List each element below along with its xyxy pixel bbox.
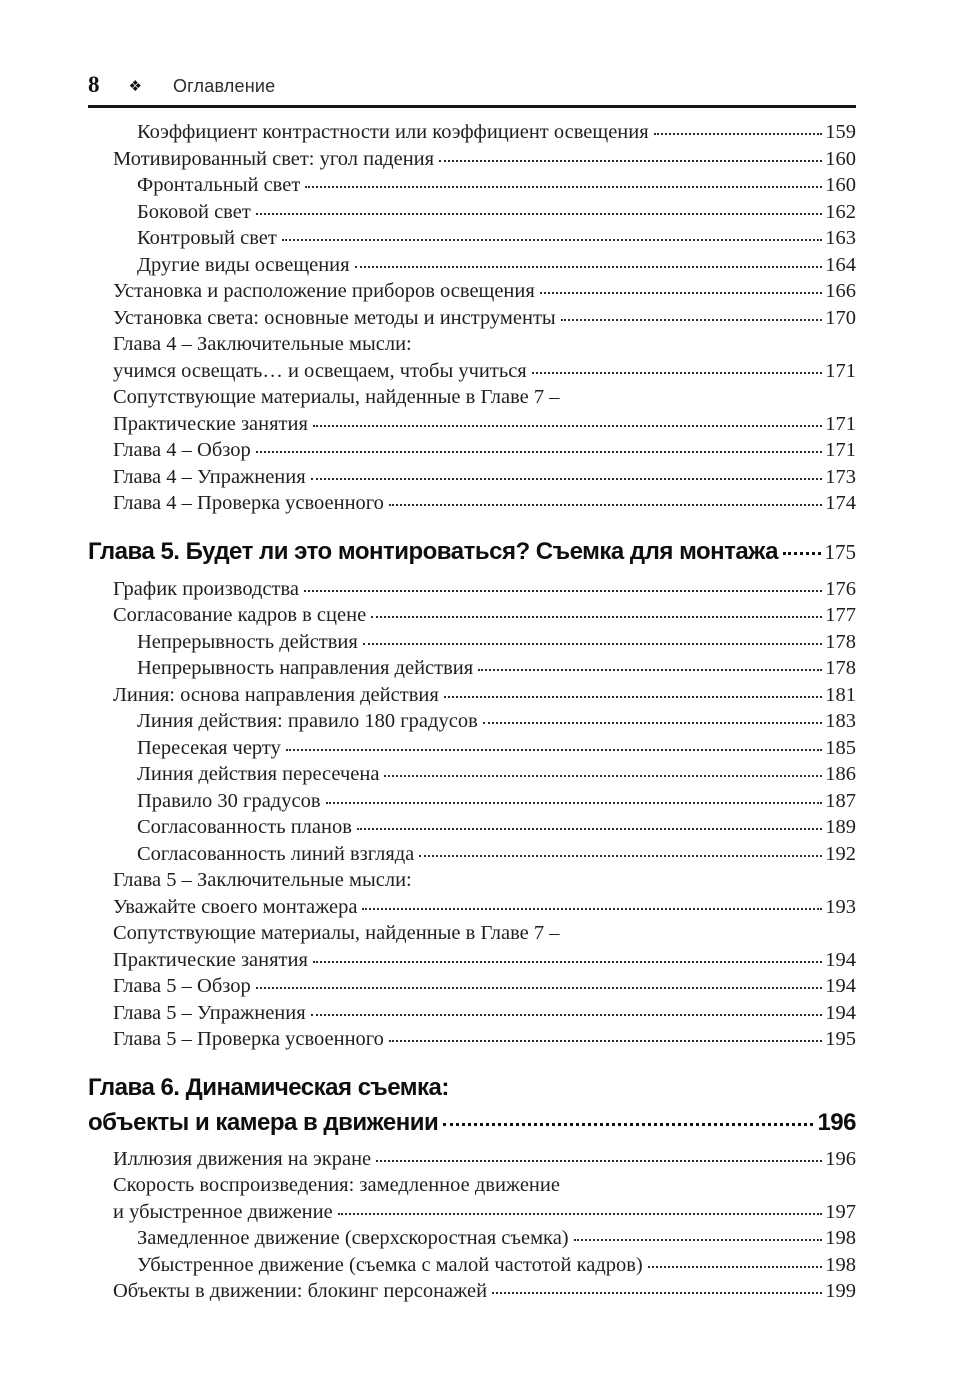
toc-entry-title: Согласованность планов [137, 816, 352, 838]
dot-leader [376, 1160, 822, 1162]
toc-entry-line [88, 331, 856, 358]
toc-entry [88, 437, 856, 464]
dot-leader [311, 1014, 823, 1016]
dot-leader [371, 616, 822, 618]
toc-entry-title: Сопутствующие материалы, найденные в Главе 7 – [113, 922, 560, 944]
toc-chapter-heading [88, 1070, 856, 1140]
toc-entry [88, 629, 856, 656]
toc-entry-title: Линия действия пересечена [137, 763, 380, 785]
page-number: 171 [825, 359, 856, 382]
toc-entry [88, 490, 856, 517]
toc-entry-line [88, 252, 856, 279]
dot-leader [439, 160, 822, 162]
toc-entry [88, 682, 856, 709]
dot-leader [478, 669, 822, 671]
dot-leader [355, 266, 823, 268]
toc-entry-title: Непрерывность действия [137, 630, 358, 653]
dot-leader [561, 319, 823, 321]
dot-leader [286, 749, 822, 751]
toc-entry [88, 973, 856, 1000]
page-number: 189 [825, 816, 856, 838]
page-number: 181 [825, 683, 856, 706]
toc-entry-line [88, 761, 856, 788]
toc-entry-line [88, 920, 856, 947]
page-number: 164 [825, 253, 856, 276]
page-number: 176 [825, 577, 856, 600]
toc-entry-line [88, 1225, 856, 1252]
dot-leader [256, 987, 823, 989]
dot-leader [532, 372, 823, 374]
page-number: 196 [817, 1108, 856, 1136]
toc-entry-title: Глава 5 – Заключительные мысли: [113, 869, 412, 891]
page-number: 173 [825, 465, 856, 488]
page-number: 174 [825, 492, 856, 514]
toc-entry-line [88, 602, 856, 629]
toc-entry [88, 384, 856, 437]
dot-leader [338, 1213, 823, 1215]
page-number: 194 [825, 948, 856, 971]
toc-entry [88, 761, 856, 788]
dot-leader [648, 1266, 822, 1268]
page-number: 196 [825, 1147, 856, 1170]
dot-leader [313, 961, 822, 963]
toc-entry-title: Непрерывность направления действия [137, 657, 474, 679]
page-number: 160 [825, 174, 856, 196]
page-number: 197 [825, 1200, 856, 1223]
toc-entry [88, 146, 856, 173]
toc-entry-title: Согласование кадров в сцене [113, 604, 367, 626]
toc-entry-title: учимся освещать… и освещаем, чтобы учиться [113, 359, 527, 382]
dot-leader [492, 1292, 822, 1294]
dot-leader [282, 239, 822, 241]
page-number: 159 [825, 121, 856, 143]
toc-entry-title: Глава 4 – Заключительные мысли: [113, 333, 412, 355]
table-of-contents [88, 119, 856, 1305]
toc-entry-line [88, 1000, 856, 1027]
dot-leader [384, 775, 822, 777]
toc-entry-line [88, 973, 856, 1000]
dot-leader [256, 451, 823, 453]
page-number: 166 [825, 280, 856, 302]
toc-entry-title: Глава 5. Будет ли это монтироваться? Съемка для монтажа [88, 537, 778, 565]
page-number: 193 [825, 895, 856, 918]
toc-entry [88, 119, 856, 146]
toc-entry-line [88, 1278, 856, 1305]
toc-entry-line [88, 814, 856, 841]
dot-leader [363, 643, 822, 645]
page-number: 177 [825, 604, 856, 626]
toc-entry-title: Глава 5 – Обзор [113, 975, 251, 997]
toc-entry-title: Установка и расположение приборов освещения [113, 280, 535, 302]
dot-leader [311, 478, 823, 480]
dot-leader [357, 828, 822, 830]
toc-entry-line [88, 437, 856, 464]
dot-leader [654, 133, 823, 135]
page-folio-number: 8 [88, 72, 100, 97]
toc-entry-line [88, 172, 856, 199]
toc-entry-line [88, 947, 856, 974]
toc-entry-line [88, 1026, 856, 1053]
toc-entry-title: Согласованность линий взгляда [137, 842, 415, 865]
toc-entry [88, 278, 856, 305]
toc-entry [88, 735, 856, 762]
dot-leader [313, 425, 822, 427]
page-number: 163 [825, 227, 856, 249]
toc-entry-line [88, 894, 856, 921]
toc-entry-title: Объекты в движении: блокинг персонажей [113, 1280, 488, 1302]
page-number: 194 [825, 1001, 856, 1024]
dot-leader [304, 590, 822, 592]
toc-entry-line [88, 867, 856, 894]
toc-entry-line [88, 490, 856, 517]
toc-entry-line [88, 305, 856, 332]
toc-entry-line [88, 708, 856, 735]
toc-entry [88, 1172, 856, 1225]
toc-entry-line [88, 1146, 856, 1173]
toc-entry [88, 708, 856, 735]
toc-entry-line [88, 146, 856, 173]
toc-entry-title: Глава 5 – Проверка усвоенного [113, 1028, 384, 1050]
toc-entry [88, 814, 856, 841]
dot-leader [574, 1239, 823, 1241]
toc-entry-title: Коэффициент контрастности или коэффициент освещения [137, 121, 649, 143]
page-number: 198 [825, 1227, 856, 1249]
toc-entry-line [88, 411, 856, 438]
dot-leader [389, 504, 822, 506]
toc-entry [88, 1278, 856, 1305]
page-number: 195 [825, 1028, 856, 1050]
toc-entry-title: Убыстренное движение (съемка с малой частотой кадров) [137, 1253, 643, 1276]
toc-entry-line [88, 629, 856, 656]
toc-entry-line [88, 1105, 856, 1140]
toc-entry-title: График производства [113, 577, 299, 600]
page-number: 183 [825, 710, 856, 732]
toc-entry [88, 1026, 856, 1053]
toc-chapter-heading [88, 534, 856, 570]
toc-entry-title: Другие виды освещения [137, 253, 350, 276]
dot-leader [362, 908, 822, 910]
toc-entry-title: Уважайте своего монтажера [113, 895, 358, 918]
toc-entry [88, 841, 856, 868]
toc-entry-title: Фронтальный свет [137, 174, 301, 196]
toc-entry-title: Установка света: основные методы и инструменты [113, 306, 556, 329]
page-number: 178 [825, 630, 856, 653]
page-number: 194 [825, 975, 856, 997]
toc-entry-title: объекты и камера в движении [88, 1108, 439, 1136]
diamond-ornament-icon: ❖ [128, 77, 142, 95]
dot-leader [443, 1123, 813, 1126]
page-number: 170 [825, 306, 856, 329]
page-number: 192 [825, 842, 856, 865]
dot-leader [783, 552, 821, 555]
dot-leader [444, 696, 822, 698]
toc-entry [88, 331, 856, 384]
running-header [88, 72, 856, 108]
toc-entry-line [88, 225, 856, 252]
toc-entry-line [88, 464, 856, 491]
dot-leader [389, 1040, 822, 1042]
toc-entry-title: Практические занятия [113, 948, 308, 971]
toc-entry-line [88, 358, 856, 385]
toc-entry-line [88, 1199, 856, 1226]
toc-entry-line [88, 576, 856, 603]
toc-entry-title: и убыстренное движение [113, 1200, 333, 1223]
dot-leader [419, 855, 822, 857]
toc-entry [88, 1146, 856, 1173]
toc-entry-line [88, 735, 856, 762]
toc-entry-title: Практические занятия [113, 412, 308, 435]
toc-entry-line [88, 1252, 856, 1279]
toc-entry-line [88, 1172, 856, 1199]
toc-entry-title: Правило 30 градусов [137, 789, 321, 812]
toc-entry [88, 252, 856, 279]
toc-entry-title: Замедленное движение (сверхскоростная съемка) [137, 1227, 569, 1249]
toc-entry [88, 576, 856, 603]
toc-entry-title: Сопутствующие материалы, найденные в Главе 7 – [113, 386, 560, 408]
page-number: 171 [825, 439, 856, 461]
toc-entry-line [88, 682, 856, 709]
dot-leader [256, 213, 822, 215]
page-number: 198 [825, 1253, 856, 1276]
toc-entry-line [88, 384, 856, 411]
toc-entry-line [88, 278, 856, 305]
page-number: 178 [825, 657, 856, 679]
page-number: 185 [825, 736, 856, 759]
toc-entry-title: Скорость воспроизведения: замедленное движение [113, 1174, 560, 1196]
dot-leader [305, 186, 822, 188]
toc-entry-line [88, 119, 856, 146]
page-number: 171 [825, 412, 856, 435]
running-header-title: Оглавление [172, 76, 276, 96]
toc-entry [88, 1252, 856, 1279]
page-number: 162 [825, 200, 856, 223]
toc-entry-title: Глава 6. Динамическая съемка: [88, 1073, 449, 1101]
toc-entry-line [88, 534, 856, 570]
page-number: 199 [825, 1280, 856, 1302]
toc-entry [88, 305, 856, 332]
toc-entry-title: Линия действия: правило 180 градусов [137, 710, 478, 732]
page-number: 175 [824, 539, 856, 564]
toc-entry-title: Глава 4 – Упражнения [113, 465, 306, 488]
toc-entry [88, 1225, 856, 1252]
toc-entry-title: Боковой свет [137, 200, 251, 223]
toc-entry-title: Глава 5 – Упражнения [113, 1001, 306, 1024]
toc-entry [88, 225, 856, 252]
toc-entry-line [88, 841, 856, 868]
toc-entry [88, 172, 856, 199]
page-number: 160 [825, 147, 856, 170]
toc-entry [88, 602, 856, 629]
toc-entry-title: Глава 4 – Обзор [113, 439, 251, 461]
toc-entry [88, 655, 856, 682]
dot-leader [326, 802, 823, 804]
toc-entry-line [88, 1070, 856, 1105]
toc-entry-title: Иллюзия движения на экране [113, 1147, 372, 1170]
toc-entry [88, 867, 856, 920]
toc-entry [88, 464, 856, 491]
toc-entry-title: Мотивированный свет: угол падения [113, 147, 435, 170]
page-number: 187 [825, 789, 856, 812]
dot-leader [540, 292, 822, 294]
toc-entry-title: Глава 4 – Проверка усвоенного [113, 492, 384, 514]
toc-entry [88, 920, 856, 973]
toc-entry-line [88, 788, 856, 815]
toc-entry [88, 199, 856, 226]
toc-entry [88, 788, 856, 815]
toc-entry-title: Линия: основа направления действия [113, 683, 439, 706]
dot-leader [483, 722, 823, 724]
toc-entry-line [88, 655, 856, 682]
toc-entry-line [88, 199, 856, 226]
page-number: 186 [825, 763, 856, 785]
toc-entry-title: Пересекая черту [137, 736, 281, 759]
toc-entry [88, 1000, 856, 1027]
toc-entry-title: Контровый свет [137, 227, 277, 249]
